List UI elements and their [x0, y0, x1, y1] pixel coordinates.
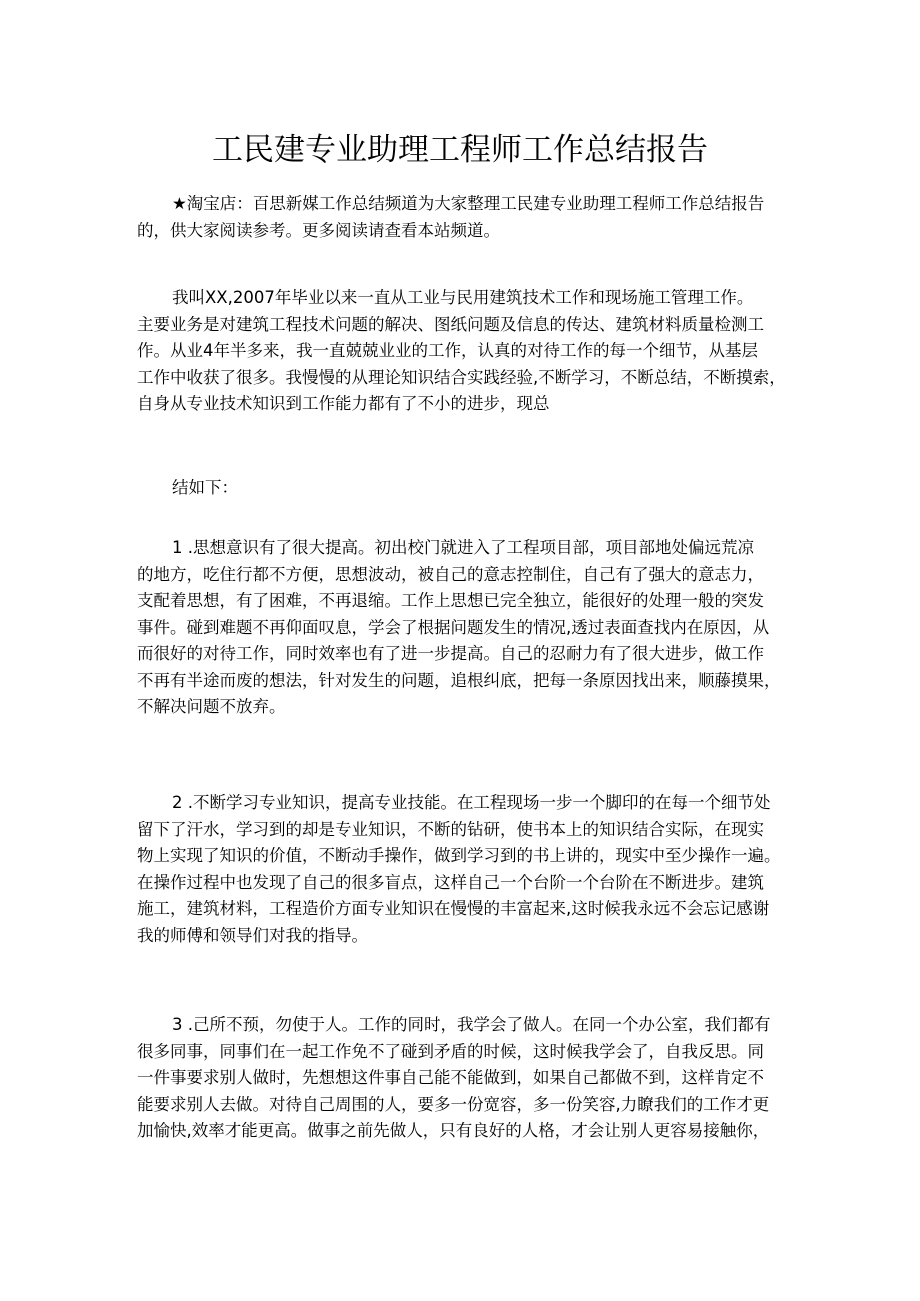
text-line: 很多同事，同事们在一起工作免不了碰到矛盾的时候，这时候我学会了，自我反思。同: [137, 1041, 764, 1061]
text-line: 事件。碰到难题不再仰面叹息，学会了根据问题发生的情况,透过表面查找内在原因，从: [137, 617, 770, 637]
text-line: 在操作过程中也发现了自己的很多盲点，这样自己一个台阶一个台阶在不断进步。建筑: [137, 872, 764, 892]
text-line: 的地方，吃住行都不方便，思想波动，被自己的意志控制住，自己有了强大的意志力，: [137, 564, 764, 584]
text-line: 结如下：: [172, 478, 238, 497]
text-line: 我叫XX,2007年毕业以来一直从工业与民用建筑技术工作和现场施工管理工作。: [172, 288, 754, 307]
text-line: 加愉快,效率才能更高。做事之前先做人，只有良好的人格，才会让别人更容易接触你，: [137, 1121, 770, 1140]
paragraph-background: [137, 285, 797, 418]
section-item-3: [137, 1012, 797, 1145]
intro-paragraph: [137, 191, 797, 244]
text-line: 不再有半途而废的想法，针对发生的问题，追根纠底，把每一条原因找出来，顺藤摸果，: [137, 670, 781, 690]
text-line: 支配着思想，有了困难，不再退缩。工作上思想已完全独立，能很好的处理一般的突发: [137, 591, 764, 610]
text-line: 我的师傅和领导们对我的指导。: [137, 925, 368, 945]
section-item-1: [137, 535, 797, 721]
text-line: 3 .己所不预，勿使于人。工作的同时，我学会了做人。在同一个办公室，我们都有: [172, 1015, 771, 1034]
text-line: 的，供大家阅读参考。更多阅读请查看本站频道。: [137, 220, 500, 240]
text-line: 施工，建筑材料，工程造价方面专业知识在慢慢的丰富起来,这时候我永远不会忘记感谢: [137, 899, 770, 918]
section-item-2: [137, 790, 797, 949]
text-line: 物上实现了知识的价值，不断动手操作，做到学习到的书上讲的，现实中至少操作一遍。: [137, 846, 781, 865]
text-line: 2 .不断学习专业知识，提高专业技能。在工程现场一步一个脚印的在每一个细节处: [172, 793, 771, 812]
text-line: 一件事要求别人做时，先想想这件事自己能不能做到，如果自己都做不到，这样肯定不: [137, 1068, 764, 1087]
document-title: 工民建专业助理工程师工作总结报告: [212, 132, 708, 168]
text-line: 主要业务是对建筑工程技术问题的解决、图纸问题及信息的传达、建筑材料质量检测工: [137, 314, 764, 334]
text-line: 留下了汗水，学习到的却是专业知识，不断的钻研，使书本上的知识结合实际，在现实: [137, 819, 764, 839]
text-line: 不解决问题不放弃。: [137, 697, 286, 716]
text-line: 作。从业4年半多来，我一直兢兢业业的工作，认真的对待工作的每一个细节，从基层: [137, 341, 758, 360]
text-line: 工作中收获了很多。我慢慢的从理论知识结合实践经验,不断学习，不断总结，不断摸索，: [137, 367, 786, 387]
paragraph-summary-intro: [137, 475, 797, 502]
text-line: ★淘宝店：百思新媒工作总结频道为大家整理工民建专业助理工程师工作总结报告: [172, 194, 765, 213]
text-line: 而很好的对待工作，同时效率也有了进一步提高。自己的忍耐力有了很大进步，做工作: [137, 644, 764, 663]
text-line: 能要求别人去做。对待自己周围的人，要多一份宽容，多一份笑容,力瞭我们的工作才更: [137, 1094, 770, 1114]
text-line: 1 .思想意识有了很大提高。初出校门就进入了工程项目部，项目部地处偏远荒凉: [172, 538, 754, 557]
text-line: 自身从专业技术知识到工作能力都有了不小的进步，现总: [137, 394, 550, 413]
